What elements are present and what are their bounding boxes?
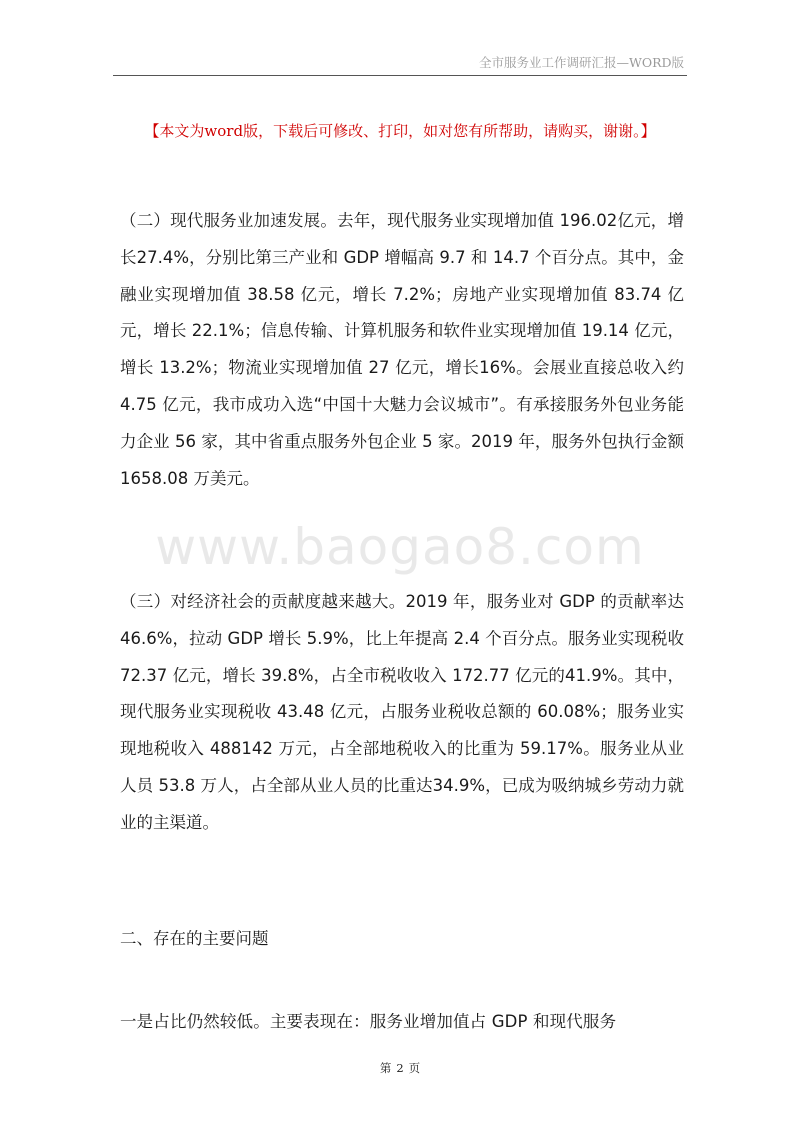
section-heading: 二、存在的主要问题	[120, 929, 269, 948]
header-divider	[113, 75, 687, 76]
paragraph-problem-one: 一是占比仍然较低。主要表现在：服务业增加值占 GDP 和现代服务	[120, 1012, 617, 1031]
page-number: 2	[396, 1061, 404, 1075]
footer-prefix: 第	[379, 1061, 392, 1075]
page-header-title: 全市服务业工作调研汇报—WORD版	[478, 55, 684, 70]
footer-suffix: 页	[408, 1061, 421, 1075]
paragraph-modern-services: （二）现代服务业加速发展。去年，现代服务业实现增加值 196.02亿元，增长27.4%，分别比第三产业和 GDP 增幅高 9.7 和 14.7 个百分点。其中，金融业实现增加值 38.58 亿元，增长 7.2%；房地产业实现增加值 83.74 亿元，增长 22.1%；信息传输、计算机服务和软件业实现增加值 19.14 亿元，增长 13.2%；物流业实现增加值 27 亿元，增长16%。会展业直接总收入约 4.75 亿元，我市成功入选“中国十大魅力会议城市”。有承接服务外包业务能力企业 56 家，其中省重点服务外包企业 5 家。2019 年，服务外包执行金额 1658.08 万美元。	[120, 211, 684, 488]
page-footer	[0, 1060, 800, 1076]
watermark: www.baogao8.com	[155, 518, 645, 576]
purchase-notice: 【本文为word版，下载后可修改、打印，如对您有所帮助，请购买，谢谢。】	[144, 122, 656, 140]
paragraph-economic-contribution: （三）对经济社会的贡献度越来越大。2019 年，服务业对 GDP 的贡献率达 46.6%，拉动 GDP 增长 5.9%，比上年提高 2.4 个百分点。服务业实现税收 72.37 亿元，增长 39.8%，占全市税收收入 172.77 亿元的41.9%。其中，现代服务业实现税收 43.48 亿元，占服务业税收总额的 60.08%；服务业实现地税收入 488142 万元，占全部地税收入的比重为 59.17%。服务业从业人员 53.8 万人，占全部从业人员的比重达34.9%，已成为吸纳城乡劳动力就业的主渠道。	[120, 592, 684, 832]
